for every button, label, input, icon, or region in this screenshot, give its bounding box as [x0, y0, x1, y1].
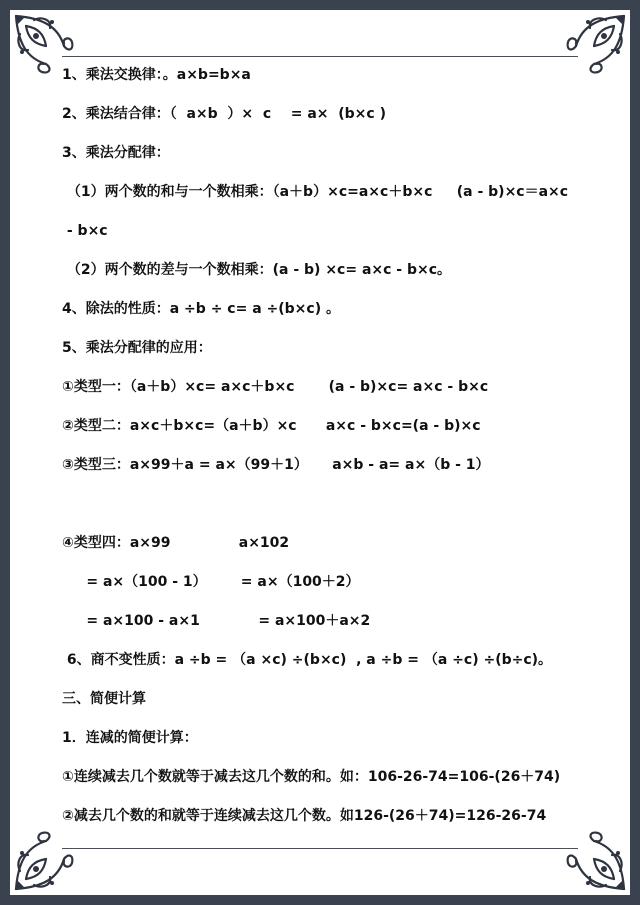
distributive-difference: （2）两个数的差与一个数相乘：(a - b) ×c= a×c - b×c。 — [62, 262, 452, 278]
type-four-step-2: = a×100 - a×1 = a×100＋a×2 — [62, 613, 371, 629]
type-four: ④类型四：a×99 a×102 — [62, 535, 290, 551]
distributive-application-heading: 5、乘法分配律的应用： — [62, 340, 212, 356]
distributive-sum: （1）两个数的和与一个数相乘：（a＋b）×c=a×c＋b×c (a - b)×c＝a×c — [62, 184, 569, 200]
consecutive-subtraction-heading: 1．连减的简便计算： — [62, 730, 198, 746]
section-simplified-calc: 三、简便计算 — [62, 691, 146, 707]
division-property: 4、除法的性质：a ÷b ÷ c= a ÷(b×c) 。 — [62, 301, 340, 317]
top-divider — [62, 56, 578, 57]
quotient-invariance: 6、商不变性质：a ÷b = （a ×c) ÷(b×c) , a ÷b = （a ÷c) ÷(b÷c)。 — [62, 652, 553, 668]
type-three: ③类型三：a×99＋a = a×（99＋1） a×b - a= a×（b - 1） — [62, 457, 490, 473]
subtraction-rule-1: ①连续减去几个数就等于减去这几个数的和。如：106-26-74=106-(26＋74) — [62, 769, 561, 785]
corner-ornament-icon — [12, 813, 92, 893]
type-two: ②类型二：a×c＋b×c=（a＋b）×c a×c - b×c=(a - b)×c — [62, 418, 481, 434]
law-associative: 2、乘法结合律：（ a×b ）× c = a× (b×c ) — [62, 106, 386, 122]
bottom-divider — [62, 848, 578, 849]
corner-ornament-icon — [548, 12, 628, 92]
type-four-step-1: = a×（100 - 1） = a×（100＋2） — [62, 574, 360, 590]
type-one: ①类型一：（a＋b）×c= a×c＋b×c (a - b)×c= a×c - b×c — [62, 379, 489, 395]
law-commutative: 1、乘法交换律：。a×b=b×a — [62, 67, 251, 83]
law-distributive-heading: 3、乘法分配律： — [62, 145, 170, 161]
subtraction-rule-2: ②减去几个数的和就等于连续减去这几个数。如126-(26＋74)=126-26-74 — [62, 808, 547, 824]
corner-ornament-icon — [548, 813, 628, 893]
page-frame — [10, 10, 630, 895]
distributive-sum-cont: - b×c — [62, 223, 108, 239]
